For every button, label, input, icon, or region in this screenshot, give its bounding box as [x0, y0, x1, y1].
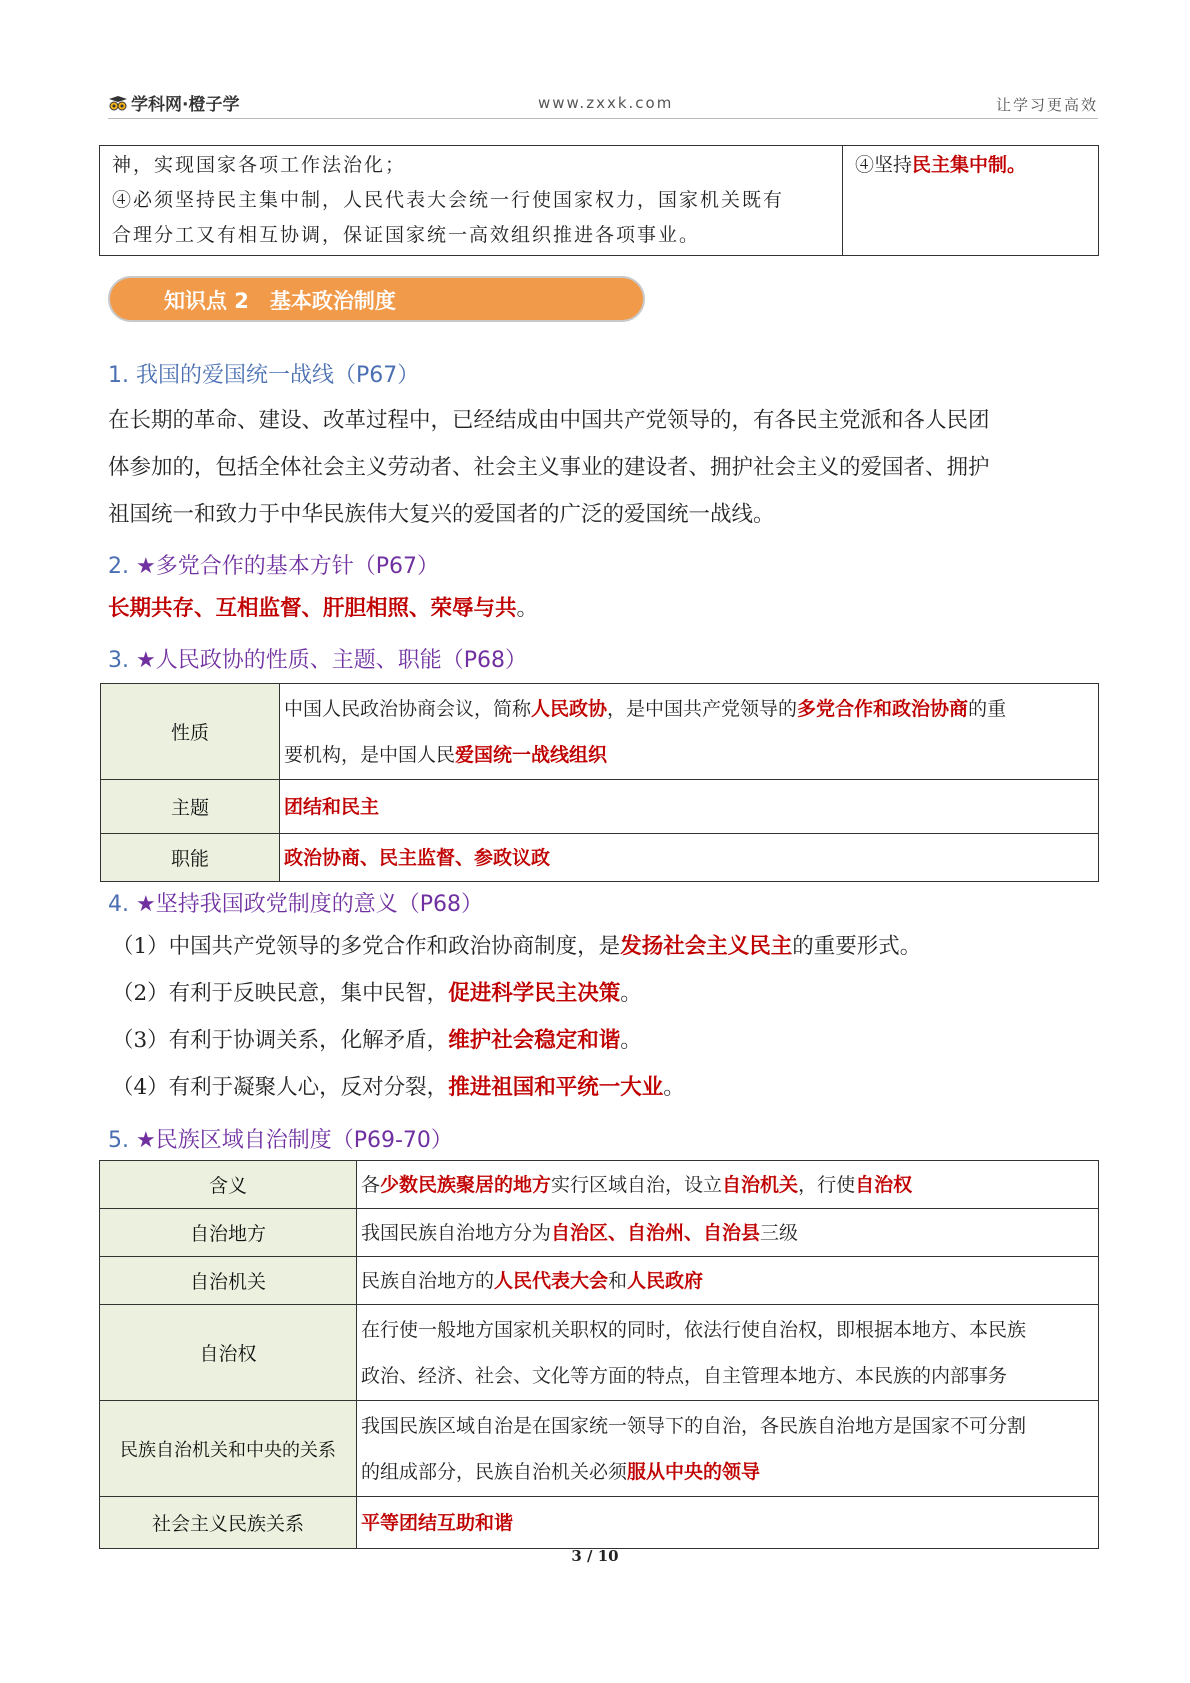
- logo-text: 学科网·橙子学: [131, 95, 240, 115]
- txt: 自治机关: [722, 1173, 799, 1196]
- txt: ，是中国共产党领导的: [607, 697, 798, 720]
- section-5-title: [108, 1123, 453, 1154]
- txt: 中国人民政治协商会议，简称: [284, 697, 532, 720]
- txt: 实行区域自治，设立: [551, 1173, 723, 1196]
- autonomy-table: [99, 1160, 1099, 1549]
- right-cell: [843, 146, 1099, 256]
- site-url[interactable]: www.zxxk.com: [538, 94, 674, 112]
- section-2-title: [108, 549, 439, 580]
- section-2-body: [108, 585, 1098, 632]
- cppcc-theme-key: 主题: [101, 780, 280, 834]
- txt: 自治区、自治州、自治县: [551, 1221, 761, 1244]
- txt: 自治权: [855, 1173, 913, 1196]
- s1-line-2: 体参加的，包括全体社会主义劳动者、社会主义事业的建设者、拥护社会主义的爱国者、拥护: [108, 455, 990, 480]
- autonomy-relation-key: 民族自治机关和中央的关系: [100, 1401, 357, 1497]
- txt: 多党合作和政治协商: [797, 697, 969, 720]
- txt: 三级: [760, 1221, 799, 1244]
- s2-text: 长期共存、互相监督、肝胆相照、荣辱与共: [108, 596, 517, 621]
- txt: 服从中央的领导: [627, 1460, 761, 1483]
- page-header: [108, 84, 1098, 119]
- ethnic-relations-key: 社会主义民族关系: [100, 1497, 357, 1549]
- cppcc-nature-key: 性质: [101, 684, 280, 780]
- cppcc-function-val: 政治协商、民主监督、参政议政: [284, 846, 551, 869]
- txt: （3）有利于协调关系，化解矛盾，: [112, 1028, 449, 1053]
- s5-title-text: ★民族区域自治制度（P69-70）: [136, 1128, 453, 1153]
- cppcc-nature-val: [280, 684, 1099, 780]
- continuation-table: [99, 145, 1099, 256]
- txt: 各: [361, 1173, 381, 1196]
- txt: 。: [620, 981, 642, 1006]
- s5-num: 5.: [108, 1128, 129, 1153]
- cppcc-table: [100, 683, 1099, 882]
- txt: 要机构，是中国人民: [284, 743, 456, 766]
- txt: 的重: [968, 697, 1007, 720]
- left-line-3: 合理分工又有相互协调，保证国家统一高效组织推进各项事业。: [112, 224, 701, 246]
- s2-tail: 。: [516, 596, 539, 621]
- autonomy-relation-val: [357, 1401, 1099, 1497]
- page-number: 3 / 10: [571, 1547, 619, 1565]
- txt: （2）有利于反映民意，集中民智，: [112, 981, 449, 1006]
- txt: 在行使一般地方国家机关职权的同时，依法行使自治权，即根据本地方、本民族: [361, 1318, 1027, 1341]
- s4-item-2: [112, 970, 1102, 1017]
- txt: 促进科学民主决策: [448, 981, 621, 1006]
- txt: 的组成部分，民族自治机关必须: [361, 1460, 628, 1483]
- cppcc-function-key: 职能: [101, 834, 280, 882]
- s1-line-1: 在长期的革命、建设、改革过程中，已经结成由中国共产党领导的，有各民主党派和各人民团: [108, 408, 990, 433]
- left-line-2: ④必须坚持民主集中制，人民代表大会统一行使国家权力，国家机关既有: [112, 189, 785, 211]
- logo: [108, 90, 239, 115]
- autonomy-places-key: 自治地方: [100, 1209, 357, 1257]
- txt: 和: [608, 1269, 628, 1292]
- txt: 政治、经济、社会、文化等方面的特点，自主管理本地方、本民族的内部事务: [361, 1364, 1008, 1387]
- txt: 。: [620, 1028, 642, 1053]
- s1-line-3: 祖国统一和致力于中华民族伟大复兴的爱国者的广泛的爱国统一战线。: [108, 502, 775, 527]
- autonomy-rights-key: 自治权: [100, 1305, 357, 1401]
- txt: 少数民族聚居的地方: [380, 1173, 552, 1196]
- s4-num: 4.: [108, 892, 129, 917]
- autonomy-organs-key: 自治机关: [100, 1257, 357, 1305]
- txt: 的重要形式。: [792, 934, 922, 959]
- txt: 推进祖国和平统一大业: [448, 1075, 664, 1100]
- txt: 维护社会稳定和谐: [448, 1028, 621, 1053]
- txt: 我国民族自治地方分为: [361, 1221, 552, 1244]
- section-4-body: [112, 923, 1102, 1111]
- s4-item-3: [112, 1017, 1102, 1064]
- section-1-body: [108, 397, 1098, 538]
- autonomy-meaning-val: [357, 1161, 1099, 1209]
- section-4-title: [108, 887, 483, 918]
- right-prefix: ④坚持: [855, 154, 913, 176]
- autonomy-rights-val: [357, 1305, 1099, 1401]
- owl-logo-icon: [108, 95, 128, 111]
- s3-title-text: ★人民政协的性质、主题、职能（P68）: [136, 648, 527, 673]
- s2-num: 2.: [108, 554, 129, 579]
- s4-item-1: [112, 923, 1102, 970]
- txt: 人民政协: [531, 697, 608, 720]
- s4-title-text: ★坚持我国政党制度的意义（P68）: [136, 892, 483, 917]
- txt: （4）有利于凝聚人心，反对分裂，: [112, 1075, 449, 1100]
- txt: 人民代表大会: [494, 1269, 609, 1292]
- autonomy-meaning-key: 含义: [100, 1161, 357, 1209]
- s2-title-text: ★多党合作的基本方针（P67）: [136, 554, 439, 579]
- txt: 爱国统一战线组织: [455, 743, 608, 766]
- slogan: 让学习更高效: [995, 96, 1098, 114]
- autonomy-organs-val: [357, 1257, 1099, 1305]
- txt: 发扬社会主义民主: [620, 934, 793, 959]
- knowledge-point-banner: [108, 276, 645, 322]
- s3-num: 3.: [108, 648, 129, 673]
- cppcc-theme-val: 团结和民主: [284, 795, 380, 818]
- right-red: 民主集中制。: [912, 154, 1027, 176]
- txt: ，行使: [798, 1173, 856, 1196]
- ethnic-relations-val: 平等团结互助和谐: [361, 1511, 514, 1534]
- section-3-title: [108, 643, 527, 674]
- section-1-title: 1. 我国的爱国统一战线（P67）: [108, 363, 420, 388]
- txt: 人民政府: [627, 1269, 704, 1292]
- autonomy-places-val: [357, 1209, 1099, 1257]
- txt: 民族自治地方的: [361, 1269, 495, 1292]
- left-line-1: 神，实现国家各项工作法治化；: [112, 154, 407, 176]
- s4-item-4: [112, 1064, 1102, 1111]
- txt: （1）中国共产党领导的多党合作和政治协商制度，是: [112, 934, 621, 959]
- txt: 我国民族区域自治是在国家统一领导下的自治，各民族自治地方是国家不可分割: [361, 1414, 1027, 1437]
- banner-label: 知识点 2 基本政治制度: [164, 289, 396, 313]
- txt: 。: [663, 1075, 685, 1100]
- left-cell: [100, 146, 843, 256]
